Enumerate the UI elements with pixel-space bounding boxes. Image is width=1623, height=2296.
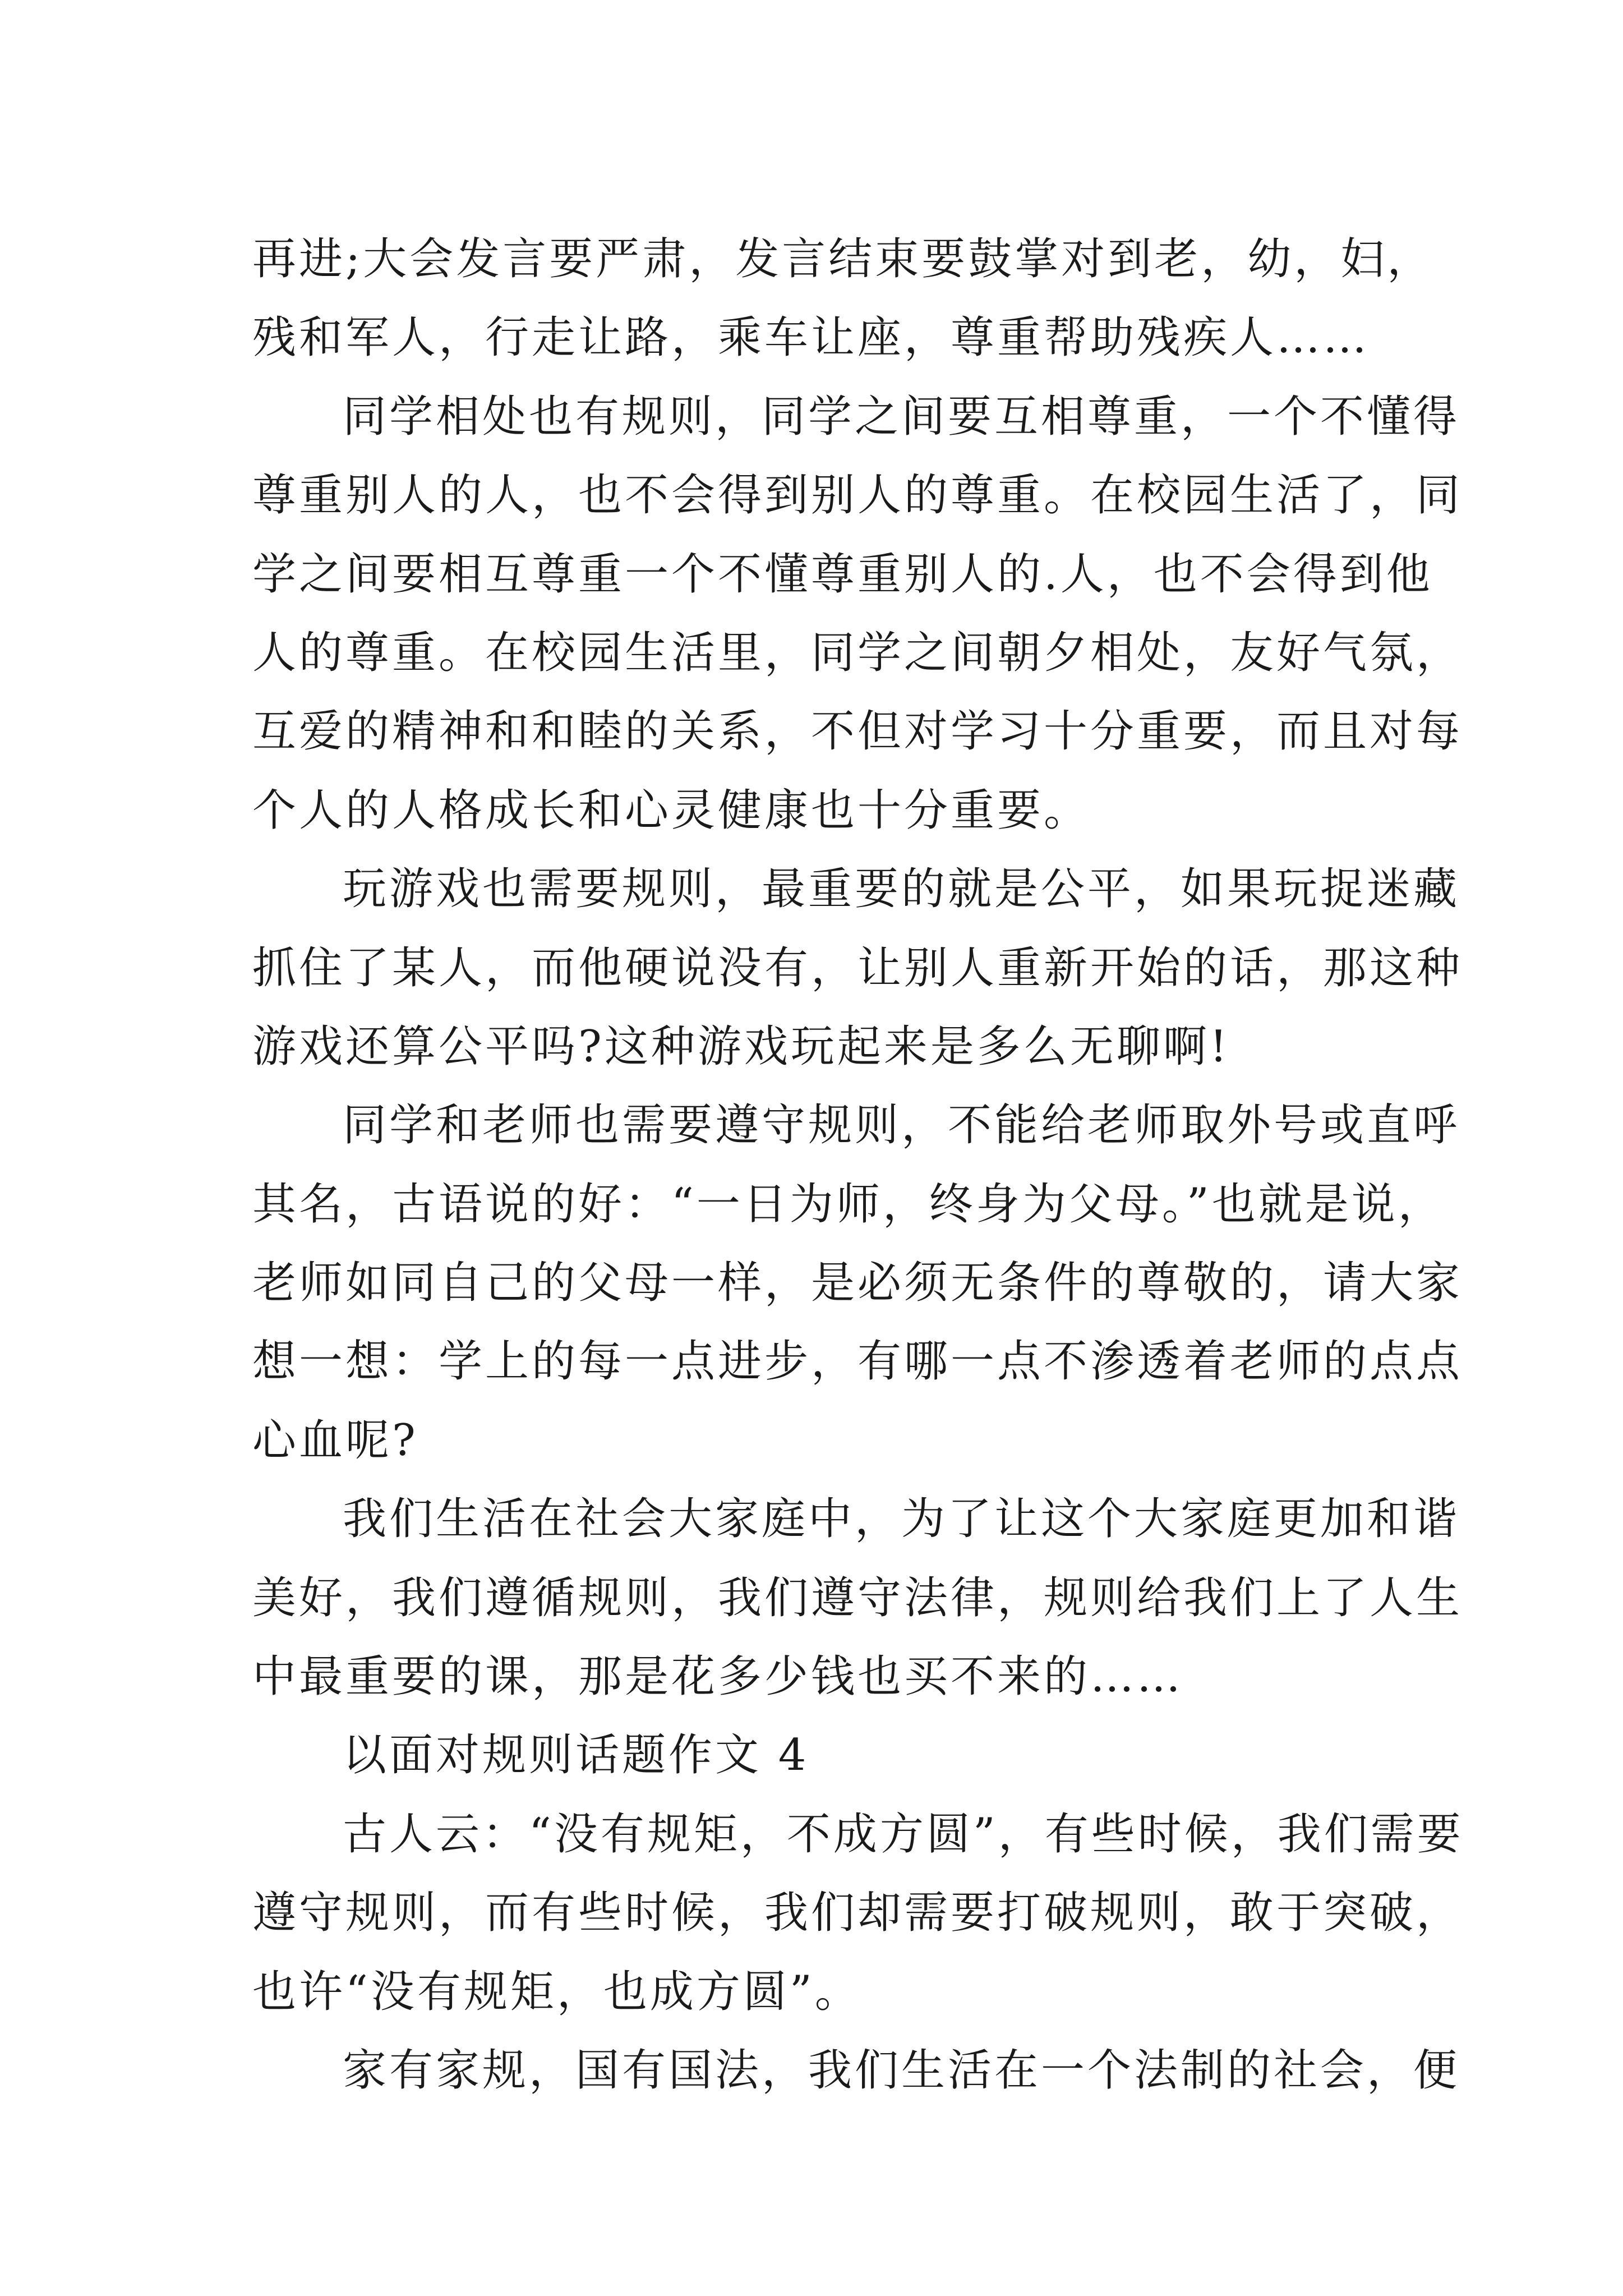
text-line: 中最重要的课，那是花多少钱也买不来的……: [252, 1651, 1184, 1703]
text-line: 想一想：学上的每一点进步，有哪一点不渗透着老师的点点: [252, 1336, 1463, 1387]
paragraph-start-line: 玩游戏也需要规则，最重要的就是公平，如果玩捉迷藏: [343, 864, 1460, 915]
text-line: 美好，我们遵循规则，我们遵守法律，规则给我们上了人生: [252, 1572, 1463, 1623]
text-line: 残和军人，行走让路，乘车让座，尊重帮助残疾人……: [252, 312, 1370, 364]
text-line: 遵守规则，而有些时候，我们却需要打破规则，敢于突破，: [252, 1888, 1463, 1939]
text-line: 互爱的精神和和睦的关系，不但对学习十分重要，而且对每: [252, 706, 1463, 757]
text-line: 也许“没有规矩，也成方圆”。: [252, 1966, 861, 2017]
text-line: 人的尊重。在校园生活里，同学之间朝夕相处，友好气氛，: [252, 627, 1463, 678]
paragraph-start-line: 同学和老师也需要遵守规则，不能给老师取外号或直呼: [343, 1100, 1460, 1151]
text-line: 老师如同自己的父母一样，是必须无条件的尊敬的，请大家: [252, 1258, 1463, 1309]
text-line: 其名，古语说的好：“一日为师，终身为父母。”也就是说，: [252, 1179, 1445, 1230]
text-line: 心血呢?: [252, 1415, 418, 1466]
paragraph-start-line: 古人云：“没有规矩，不成方圆”，有些时候，我们需要: [343, 1809, 1464, 1860]
text-line: 游戏还算公平吗?这种游戏玩起来是多么无聊啊!: [252, 1021, 1230, 1072]
document-body: [252, 220, 1464, 2110]
text-line: 再进;大会发言要严肃，发言结束要鼓掌对到老，幼，妇，: [252, 234, 1434, 284]
text-line: 抓住了某人，而他硬说没有，让别人重新开始的话，那这种: [252, 942, 1463, 993]
paragraph-start-line: 家有家规，国有国法，我们生活在一个法制的社会，便: [343, 2045, 1460, 2096]
text-line: 学之间要相互尊重一个不懂尊重别人的.人，也不会得到他: [252, 549, 1433, 600]
paragraph-start-line: 我们生活在社会大家庭中，为了让这个大家庭更加和谐: [343, 1494, 1460, 1545]
section-heading: 以面对规则话题作文 4: [343, 1730, 809, 1781]
paragraph-start-line: 同学相处也有规则，同学之间要互相尊重，一个不懂得: [343, 391, 1460, 442]
text-line: 尊重别人的人，也不会得到别人的尊重。在校园生活了，同: [252, 470, 1463, 521]
text-line: 个人的人格成长和心灵健康也十分重要。: [252, 785, 1091, 836]
